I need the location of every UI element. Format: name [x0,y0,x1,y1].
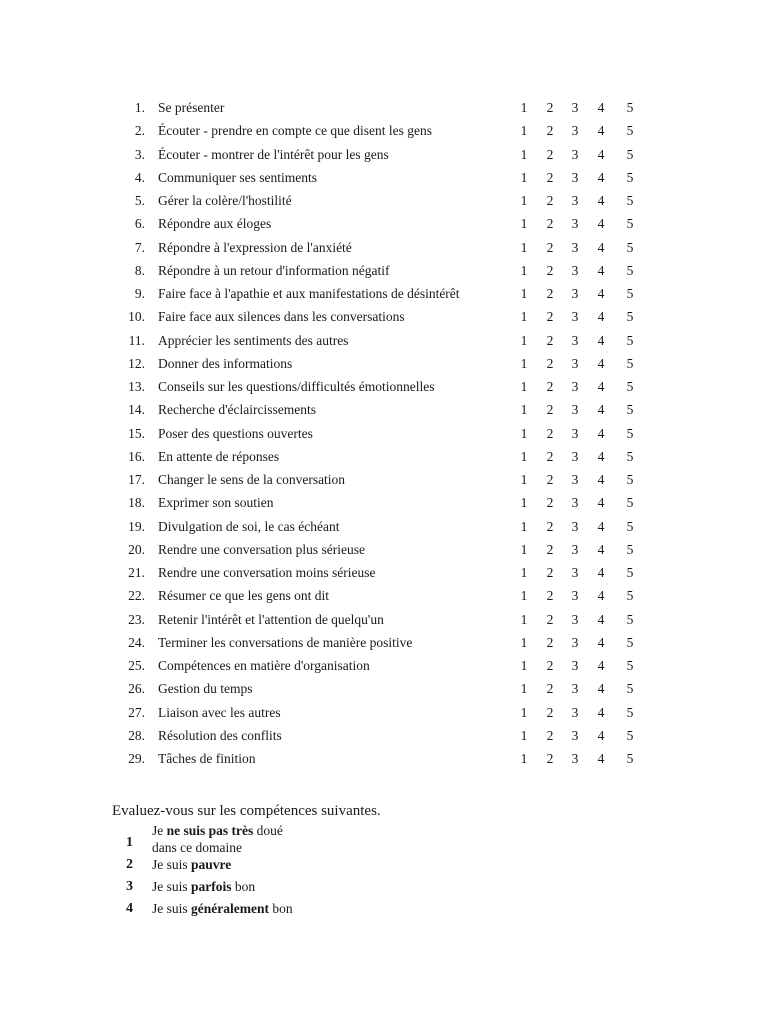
skill-label: En attente de réponses [158,448,280,464]
rating-option-4: 4 [597,309,605,325]
skill-number: 6. [134,216,145,232]
legend-title: Evaluez-vous sur les compétences suivantes. [112,803,381,819]
skill-label: Retenir l'intérêt et l'attention de quelqu'un [158,611,384,627]
skill-label: Communiquer ses sentiments [158,169,317,185]
rating-option-4: 4 [597,123,605,139]
rating-option-4: 4 [597,286,605,301]
rating-option-4: 4 [597,146,605,162]
rating-option-4: 4 [597,751,605,766]
skill-row [0,584,768,607]
rating-option-3: 3 [571,146,579,162]
rating-option-4: 4 [597,681,605,697]
skill-label: Divulgation de soi, le cas échéant [158,518,340,534]
rating-option-4: 4 [597,704,605,720]
rating-option-3: 3 [571,309,579,325]
rating-option-4: 4 [597,727,605,743]
rating-option-1: 1 [520,681,528,697]
rating-option-3: 3 [571,262,579,278]
rating-option-2: 2 [546,541,554,557]
skill-label: Terminer les conversations de manière positive [158,634,413,650]
rating-option-1: 1 [520,425,528,441]
skill-label: Poser des questions ouvertes [158,425,313,441]
skill-number: 21. [128,565,145,580]
rating-option-2: 2 [546,634,554,650]
rating-option-2: 2 [546,216,554,232]
skill-row [0,329,768,352]
skill-label: Conseils sur les questions/difficultés émotionnelles [158,379,435,394]
legend-number: 2 [126,857,133,872]
skill-row [0,236,768,259]
rating-option-2: 2 [546,379,554,394]
legend-emphasis: parfois [191,879,232,894]
skill-number: 17. [128,472,145,487]
rating-option-2: 2 [546,658,554,673]
skill-row [0,631,768,654]
skill-row [0,143,768,166]
skill-row [0,119,768,142]
legend-text-part: doué [253,823,283,838]
skill-row [0,724,768,747]
legend-text [152,900,293,917]
rating-option-3: 3 [571,169,579,185]
rating-option-2: 2 [546,518,554,534]
rating-option-1: 1 [520,123,528,139]
skill-number: 16. [128,448,145,464]
rating-option-1: 1 [520,239,528,255]
rating-option-4: 4 [597,239,605,255]
legend-text [152,878,255,895]
rating-option-3: 3 [571,541,579,557]
rating-option-3: 3 [571,751,579,766]
rating-option-4: 4 [597,588,605,604]
rating-option-1: 1 [520,448,528,464]
skill-number: 18. [128,495,145,511]
rating-option-3: 3 [571,286,579,301]
rating-option-5: 5 [626,146,634,162]
rating-option-1: 1 [520,704,528,720]
skill-row [0,677,768,700]
skill-row [0,398,768,421]
skill-label: Faire face aux silences dans les conversations [158,309,405,325]
rating-option-5: 5 [626,379,634,394]
legend-text-part: dans ce domaine [152,840,242,855]
skill-number: 24. [128,634,145,650]
legend-text-part: bon [231,879,256,894]
rating-option-5: 5 [626,565,634,580]
legend-emphasis: généralement [191,901,269,916]
rating-option-5: 5 [626,634,634,650]
skill-label: Se présenter [158,100,225,115]
rating-option-5: 5 [626,332,634,348]
rating-option-4: 4 [597,541,605,557]
rating-option-5: 5 [626,472,634,487]
rating-option-3: 3 [571,100,579,115]
skill-row [0,654,768,677]
skill-label: Rendre une conversation plus sérieuse [158,541,365,557]
skill-label: Répondre à un retour d'information négatif [158,262,390,278]
skill-label: Répondre aux éloges [158,216,272,232]
rating-option-3: 3 [571,216,579,232]
rating-option-3: 3 [571,611,579,627]
rating-option-5: 5 [626,611,634,627]
rating-option-4: 4 [597,332,605,348]
rating-option-4: 4 [597,193,605,208]
rating-option-3: 3 [571,565,579,580]
rating-option-5: 5 [626,286,634,301]
rating-option-3: 3 [571,495,579,511]
rating-option-1: 1 [520,379,528,394]
rating-option-5: 5 [626,727,634,743]
rating-option-1: 1 [520,286,528,301]
rating-option-3: 3 [571,588,579,604]
skill-row [0,212,768,235]
legend-text-part: Je suis [152,901,192,916]
skill-label: Gérer la colère/l'hostilité [158,193,292,208]
rating-option-4: 4 [597,262,605,278]
rating-option-5: 5 [626,193,634,208]
skill-label: Liaison avec les autres [158,704,281,720]
skill-label: Écouter - montrer de l'intérêt pour les gens [158,146,389,162]
skill-label: Recherche d'éclaircissements [158,402,316,418]
rating-option-4: 4 [597,402,605,418]
rating-option-2: 2 [546,262,554,278]
skill-label: Résumer ce que les gens ont dit [158,588,329,604]
rating-option-2: 2 [546,751,554,766]
legend-text-part: bon [268,901,293,916]
rating-option-2: 2 [546,611,554,627]
rating-option-1: 1 [520,309,528,325]
legend-text [152,856,231,873]
rating-option-4: 4 [597,472,605,487]
rating-option-5: 5 [626,448,634,464]
skill-label: Résolution des conflits [158,727,282,743]
skill-number: 10. [128,309,145,325]
skill-number: 11. [128,332,145,348]
skill-label: Tâches de finition [158,751,256,766]
rating-option-1: 1 [520,332,528,348]
rating-option-4: 4 [597,658,605,673]
skills-list [0,96,768,770]
skill-number: 25. [128,658,145,673]
skill-row [0,352,768,375]
rating-option-3: 3 [571,402,579,418]
skill-row [0,468,768,491]
rating-option-2: 2 [546,355,554,371]
skill-row [0,375,768,398]
rating-option-3: 3 [571,518,579,534]
rating-option-1: 1 [520,727,528,743]
skill-label: Écouter - prendre en compte ce que disent les gens [158,123,433,139]
skill-row [0,259,768,282]
rating-option-1: 1 [520,565,528,580]
rating-option-3: 3 [571,634,579,650]
rating-option-1: 1 [520,541,528,557]
rating-option-5: 5 [626,100,634,115]
rating-option-5: 5 [626,588,634,604]
rating-option-2: 2 [546,681,554,697]
skill-label: Compétences en matière d'organisation [158,658,370,673]
skill-label: Exprimer son soutien [158,495,274,511]
legend-text-part: Je suis [152,857,192,872]
rating-option-1: 1 [520,146,528,162]
legend-emphasis: pauvre [191,857,232,872]
rating-option-4: 4 [597,448,605,464]
rating-option-2: 2 [546,565,554,580]
rating-option-2: 2 [546,309,554,325]
skill-label: Répondre à l'expression de l'anxiété [158,239,352,255]
legend-number: 1 [126,835,133,850]
legend-emphasis: ne suis pas très [166,823,254,838]
rating-option-1: 1 [520,193,528,208]
rating-option-2: 2 [546,704,554,720]
rating-option-5: 5 [626,704,634,720]
rating-option-2: 2 [546,472,554,487]
rating-option-1: 1 [520,518,528,534]
skill-number: 4. [134,169,145,185]
skill-number: 12. [128,355,145,371]
rating-option-5: 5 [626,751,634,766]
rating-option-5: 5 [626,402,634,418]
rating-option-5: 5 [626,541,634,557]
legend-text-part: Je [152,823,167,838]
rating-option-5: 5 [626,123,634,139]
rating-option-2: 2 [546,169,554,185]
rating-option-3: 3 [571,681,579,697]
skill-row [0,282,768,305]
rating-option-5: 5 [626,216,634,232]
rating-option-5: 5 [626,425,634,441]
rating-option-3: 3 [571,704,579,720]
skill-number: 23. [128,611,145,627]
skill-label: Changer le sens de la conversation [158,472,346,487]
rating-option-2: 2 [546,332,554,348]
rating-option-5: 5 [626,262,634,278]
skill-row [0,422,768,445]
rating-option-5: 5 [626,518,634,534]
rating-option-2: 2 [546,100,554,115]
rating-option-1: 1 [520,402,528,418]
skill-row [0,515,768,538]
skill-number: 20. [128,541,145,557]
skill-number: 9. [134,286,145,301]
rating-option-2: 2 [546,123,554,139]
rating-option-3: 3 [571,355,579,371]
rating-option-4: 4 [597,611,605,627]
skill-number: 14. [128,402,145,418]
rating-option-2: 2 [546,402,554,418]
skill-row [0,305,768,328]
rating-option-1: 1 [520,611,528,627]
skill-number: 3. [134,146,145,162]
rating-option-4: 4 [597,425,605,441]
skill-number: 13. [128,379,145,394]
rating-option-3: 3 [571,472,579,487]
legend-number: 3 [126,879,133,894]
rating-option-2: 2 [546,146,554,162]
legend-number: 4 [126,901,133,916]
rating-option-4: 4 [597,379,605,394]
rating-option-2: 2 [546,448,554,464]
skill-number: 15. [128,425,145,441]
rating-option-3: 3 [571,425,579,441]
rating-option-4: 4 [597,100,605,115]
rating-option-2: 2 [546,425,554,441]
rating-option-5: 5 [626,169,634,185]
rating-option-3: 3 [571,658,579,673]
legend-text [152,822,283,839]
skill-number: 5. [134,193,145,208]
rating-option-1: 1 [520,100,528,115]
rating-option-3: 3 [571,239,579,255]
rating-option-3: 3 [571,123,579,139]
rating-option-1: 1 [520,751,528,766]
skill-row [0,538,768,561]
skill-number: 2. [134,123,145,139]
rating-option-1: 1 [520,588,528,604]
skill-number: 26. [128,681,145,697]
rating-option-1: 1 [520,634,528,650]
rating-option-3: 3 [571,332,579,348]
skill-label: Donner des informations [158,355,293,371]
rating-option-4: 4 [597,565,605,580]
rating-option-1: 1 [520,169,528,185]
skill-row [0,608,768,631]
rating-option-4: 4 [597,355,605,371]
skill-number: 29. [128,751,145,766]
rating-option-2: 2 [546,193,554,208]
rating-option-3: 3 [571,727,579,743]
skill-number: 1. [134,100,145,115]
skill-number: 8. [134,262,145,278]
rating-option-1: 1 [520,472,528,487]
rating-option-2: 2 [546,239,554,255]
skill-number: 27. [128,704,145,720]
rating-option-1: 1 [520,262,528,278]
skill-label: Gestion du temps [158,681,253,697]
skill-number: 28. [128,727,145,743]
skill-number: 19. [128,518,145,534]
skill-number: 22. [128,588,145,604]
rating-option-1: 1 [520,216,528,232]
rating-option-5: 5 [626,658,634,673]
skill-label: Apprécier les sentiments des autres [158,332,349,348]
skill-row [0,166,768,189]
rating-option-1: 1 [520,658,528,673]
rating-option-4: 4 [597,169,605,185]
rating-option-3: 3 [571,193,579,208]
rating-option-4: 4 [597,495,605,511]
rating-option-5: 5 [626,239,634,255]
skill-row [0,491,768,514]
rating-option-5: 5 [626,355,634,371]
rating-option-2: 2 [546,286,554,301]
rating-option-5: 5 [626,309,634,325]
skill-row [0,701,768,724]
rating-option-1: 1 [520,355,528,371]
skill-label: Faire face à l'apathie et aux manifestations de désintérêt [158,286,460,301]
legend-text [152,839,242,856]
legend-text-part: Je suis [152,879,192,894]
skill-row [0,561,768,584]
rating-option-4: 4 [597,634,605,650]
rating-option-5: 5 [626,681,634,697]
skill-row [0,96,768,119]
skill-row [0,445,768,468]
rating-option-2: 2 [546,495,554,511]
rating-option-2: 2 [546,588,554,604]
rating-option-4: 4 [597,518,605,534]
rating-option-2: 2 [546,727,554,743]
rating-option-5: 5 [626,495,634,511]
skill-row [0,747,768,770]
rating-option-4: 4 [597,216,605,232]
rating-option-1: 1 [520,495,528,511]
rating-option-3: 3 [571,379,579,394]
skill-label: Rendre une conversation moins sérieuse [158,565,376,580]
skill-number: 7. [134,239,145,255]
rating-option-3: 3 [571,448,579,464]
skill-row [0,189,768,212]
